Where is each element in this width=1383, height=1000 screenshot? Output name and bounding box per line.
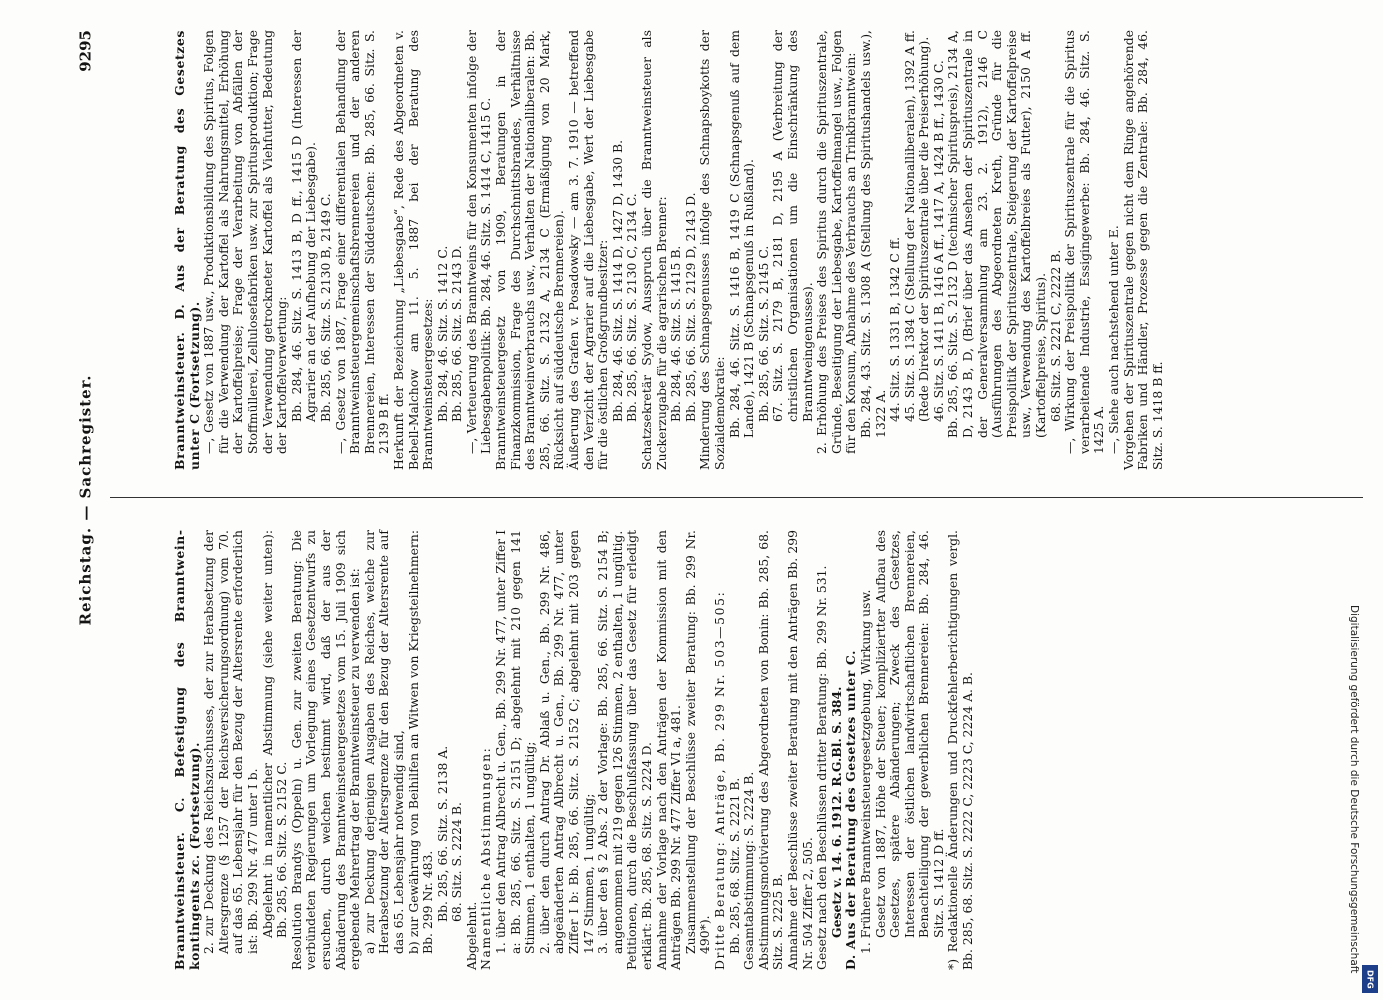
paragraph: 2. über den durch Antrag Dr. Ablaß u. Gen., Bb. 299 Nr. 486, abgeänderten Antrag Albrecht u. Gen., Bb. 299 Nr. 477, unter Ziffer I b: Bb. 285, 66. Sitz. S. 2152 C; abgelehnt mit 203 gegen 147 Stimmen, 1 ungültig;: [536, 530, 596, 954]
paragraph: Branntweinsteuer. D. Aus der Beratung des Gesetzes unter C (Fortsetzung).: [172, 30, 202, 470]
paragraph: Abstimmungsmotivierung des Abgeordneten von Bonin: Bb. 285, 68. Sitz. S. 2225 B.: [755, 530, 786, 970]
paragraph: Bb. 284, 43. Sitz. S. 1308 A (Stellung des Spiritushandels usw.), 1322 A.: [857, 30, 888, 438]
paragraph: 1. Frühere Branntweinsteuergesetzgebung, Wirkung usw.: [857, 589, 873, 954]
left-text-column: [173, 530, 1353, 970]
paragraph: Gesamtabstimmung: S. 2224 B.: [741, 771, 757, 970]
paragraph: Bb. 285, 66. Sitz. S. 2132 D (technischer Spirituspreis), 2134 A, D, 2143 B, D, (Brief über das Ansehen der Spirituszentrale in der Generalversammlung am 23. 2. 1912), 2146 C (Ausführungen des Abgeordneten Kreth, Gründe für die Preispolitik der Spirituszentrale, Steigerung der Kartoffelpreise usw., Verwendung des Kartoffelbreies als Futter), 2150 A ff. (Kartoffelpreise, Spiritus).: [945, 30, 1049, 438]
paragraph: 46. Sitz. S. 1411 B, 1416 A ff., 1417 A, 1424 B ff., 1430 C.: [930, 60, 946, 422]
paragraph: Abgelehnt in namentlicher Abstimmung (siehe weiter unten): Bb. 285, 66. Sitz. S. 2152 C.: [259, 530, 290, 938]
paragraph: Zusammenstellung der Beschlüsse zweiter Beratung: Bb. 299 Nr. 490*).: [682, 530, 713, 954]
paragraph: Bb. 284, 46. Sitz. S. 1412 C.: [434, 245, 450, 422]
paragraph: Schatzsekretär Sydow, Ausspruch über die Branntweinsteuer als Zuckerzugabe für die agrarischen Brenner:: [639, 30, 669, 470]
paragraph: 68. Sitz. S. 2224 B.: [449, 802, 465, 922]
paragraph: Vorgehen der Spirituszentrale gegen nicht dem Ringe angehörende Fabriken und Händler, Prozesse gegen die Zentrale: Bb. 284, 46. Sitz. S. 1418 B ff.: [1120, 30, 1165, 470]
paragraph: —, Siehe auch nachstehend unter E.: [1106, 225, 1121, 454]
paragraph: Minderung des Schnapsgenusses infolge des Schnapsboykotts der Sozialdemokratie:: [697, 30, 727, 470]
paragraph: Bb. 285, 68. Sitz. S. 2221 B.: [726, 777, 742, 954]
paragraph: Dritte Beratung: Anträge, Bb. 299 Nr. 503—505:: [711, 590, 727, 970]
page-header: [69, 0, 93, 1000]
paragraph: 2. Erhöhung des Preises des Spiritus durch die Spirituszentrale, Gründe, Beseitigung der Liebesgabe, Kartoffelmangel usw., Folgen für den Konsum, Abnahme des Verbrauchs an Trinkbranntwein:: [814, 30, 859, 454]
paragraph: Gesetz nach den Beschlüssen dritter Beratung: Bb. 299 Nr. 531.: [814, 565, 830, 970]
paragraph: Bb. 285, 66. Sitz. S. 2143 D.: [449, 245, 465, 422]
paragraph: 45. Sitz. S. 1384 C (Stellung der Nationalliberalen), 1392 A ff. (Rede Direktor der Spirituszentrale über die Preiserhöhung).: [901, 30, 932, 422]
dfg-logo: DFG: [1362, 965, 1378, 993]
paragraph: Branntweinsteuer. C. Befestigung des Branntweinkontingents zc. (Fortsetzung).: [172, 530, 202, 970]
paragraph: Bb. 284, 46. Sitz. S. 1415 B.: [668, 245, 684, 422]
paragraph: —, Wirkung der Preispolitik der Spirituszentrale für die Spiritus verarbeitende Industrie, Essigingewerbe: Bb. 284, 46. Sitz. S. 1425 A.: [1062, 30, 1107, 454]
paragraph: 68. Sitz. S. 2221 C, 2222 B.: [1047, 249, 1063, 422]
paragraph: D. Aus der Beratung des Gesetzes unter C.: [843, 650, 859, 970]
paragraph: Bb. 284, 46. Sitz. S. 1416 B, 1419 C (Schnapsgenuß auf dem Lande), 1421 B (Schnapsgenuß in Rußland).: [726, 30, 757, 438]
paragraph: Bb. 285, 66. Sitz. S. 2130 B, 2149 C.: [317, 193, 333, 422]
paragraph: Gesetz von 1887, Höhe der Steuer; kompliziertter Aufbau des Gesetzes, spätere Abänderungen; Zweck des Gesetzes, Interessen der östlichen landwirtschaftlichen Brennereien, Benachteiligung der gewerblichen Brennereien: Bb. 284, 46. Sitz. S. 1412 D ff.: [872, 530, 946, 938]
paragraph: 3. über den § 2 Abs. 2 der Vorlage: Bb. 285, 66. Sitz. S. 2154 B; angenommen mit 219 gegen 126 Stimmen, 2 enthalten, 1 ungültig.: [595, 530, 625, 954]
paragraph: —, Verteuerung des Branntweins für den Konsumenten infolge der Liebesgabenpolitik: Bb. 284, 46. Sitz. S. 1414 C, 1415 C.: [463, 30, 494, 454]
paragraph: b) zur Gewährung von Beihilfen an Witwen von Kriegsteilnehmern: Bb. 299 Nr. 483.: [405, 530, 436, 954]
paragraph: Bb. 285, 66. Sitz. S. 2145 C.: [755, 245, 771, 422]
paragraph: Abgelehnt.: [463, 901, 479, 970]
paragraph: Herkunft der Bezeichnung „Liebesgabe“, Rede des Abgeordneten v. Bebell-Malchow am 11. 5. 1887 bei der Beratung des Branntweinsteuergesetzes:: [390, 30, 436, 470]
paragraph: 1. über den Antrag Albrecht u. Gen., Bb. 299 Nr. 477, unter Ziffer I a: Bb. 285, 66. Sitz. S. 2151 D; abgelehnt mit 210 gegen 141 Stimmen, 1 enthalten, 1 ungültig;: [493, 530, 538, 954]
paragraph: Bb. 285, 66. Sitz. S. 2130 C, 2134 C.: [624, 193, 640, 422]
page-number: 9295: [76, 30, 95, 72]
paragraph: Äußerung des Grafen v. Posadowsky — am 3. 7. 1910 — betreffend den Verzicht der Agrarier auf die Liebesgabe, Wert der Liebesgabe für die östlichen Großgrundbesitzer:: [566, 30, 611, 470]
paragraph: Bb. 285, 66. Sitz. S. 2129 D, 2143 D.: [682, 192, 698, 422]
digitization-note: Digitalisierung gefördert durch die Deutsche Forschungsgemeinschaft: [1348, 605, 1360, 974]
paragraph: Annahme der Beschlüsse zweiter Beratung mit den Anträgen Bb. 299 Nr. 504 Ziffer 2, 505.: [784, 530, 815, 970]
paragraph: —, Gesetz von 1887 usw., Produktionsbildung des Spiritus, Folgen für die Verwendung der Kartoffel als Nahrungsmittel, Erhöhung der Kartoffelpreise; Frage der Verarbeitung von Abfällen der Stoffmüllerei, Zellulosefabriken usw. zur Spiritusproduktion; Frage der Verwendung getrockneter Kartoffel als Viehfutter, Bedeutung der Kartoffelverwertung:: [201, 30, 290, 454]
paragraph: Annahme der Vorlage nach den Anträgen der Kommission mit den Anträgen Bb. 299 Nr. 477 Ziffer VI a, 481.: [653, 530, 684, 970]
paragraph: Petitionen, durch die Beschlußfassung über das Gesetz für erledigt erklärt: Bb. 285, 68. Sitz. S. 2224 D.: [624, 530, 654, 970]
column-divider: [110, 497, 1363, 498]
paragraph: Bb. 285, 66. Sitz. S. 2138 A.: [434, 745, 450, 922]
paragraph: Resolution Brandys (Oppeln) u. Gen. zur zweiten Beratung: Die verbündeten Regierungen um Vorlegung eines Gesetzentwurfs zu ersuchen, durch welchen bestimmt wird, daß der aus der Abänderung des Branntweinsteuergesetzes vom 15. Juli 1909 sich ergebende Mehrertrag der Branntweinsteuer zu verwenden ist:: [288, 530, 363, 970]
paragraph: Bb. 284, 46. Sitz. S. 1413 B, D ff., 1415 D (Interessen der Agrarier an der Aufhebung der Liebesgabe).: [288, 30, 319, 422]
paragraph: —, Gesetz von 1887, Frage einer differentialen Behandlung der Branntweinsteuergemeinschaftsbrennereien und der anderen Brennereien, Interessen der Süddeutschen: Bb. 285, 66. Sitz. S. 2139 B ff.: [332, 30, 392, 454]
header-title: Reichstag. — Sachregister.: [76, 374, 95, 626]
right-text-column: [173, 30, 1353, 470]
paragraph: *) Redaktionelle Änderungen und Druckfehlerberichtigungen vergl. Bb. 285, 68. Sitz. S. 2222 C, 2223 C, 2224 A. B.: [945, 530, 976, 970]
paragraph: Bb. 284, 46. Sitz. S. 1414 D, 1427 D, 1430 B.: [609, 139, 625, 422]
paragraph: 67. Sitz. S. 2179 B, 2181 D, 2195 A (Verbreitung der christlichen Organisationen um die Einschränkung des Branntweingenusses).: [770, 30, 815, 422]
paragraph: Gesetz v. 14. 6. 1912. R.G.Bl. S. 384.: [828, 686, 844, 938]
paragraph: 44. Sitz. S. 1331 B, 1342 C ff.: [887, 236, 903, 422]
paragraph: a) zur Deckung derjenigen Ausgaben des Reiches, welche zur Herabsetzung der Altersgrenze für den Bezug der Altersrente auf das 65. Lebensjahr notwendig sind,: [361, 530, 406, 954]
paragraph: Namentliche Abstimmungen:: [478, 746, 494, 970]
paragraph: Branntweinsteuergesetz von 1909, Beratungen in der Finanzkommission, Frage des Durchschnittsbrandes, Verhältnisse des Branntweinverbrauchs usw., Verhalten der Nationalliberalen: Bb. 285, 66. Sitz. S. 2132 A, 2134 C (Ermäßigung von 20 Mark, Rücksicht auf süddeutsche Brennereien).: [493, 30, 567, 470]
paragraph: 2. zur Deckung des Reichszuschusses, der zur Herabsetzung der Altersgrenze (§ 1257 der Reichsversicherungsordnung) vom 70. auf das 65. Lebensjahr für den Bezug der Altersrente erforderlich ist: Bb. 299 Nr. 477 unter I b.: [201, 530, 260, 954]
